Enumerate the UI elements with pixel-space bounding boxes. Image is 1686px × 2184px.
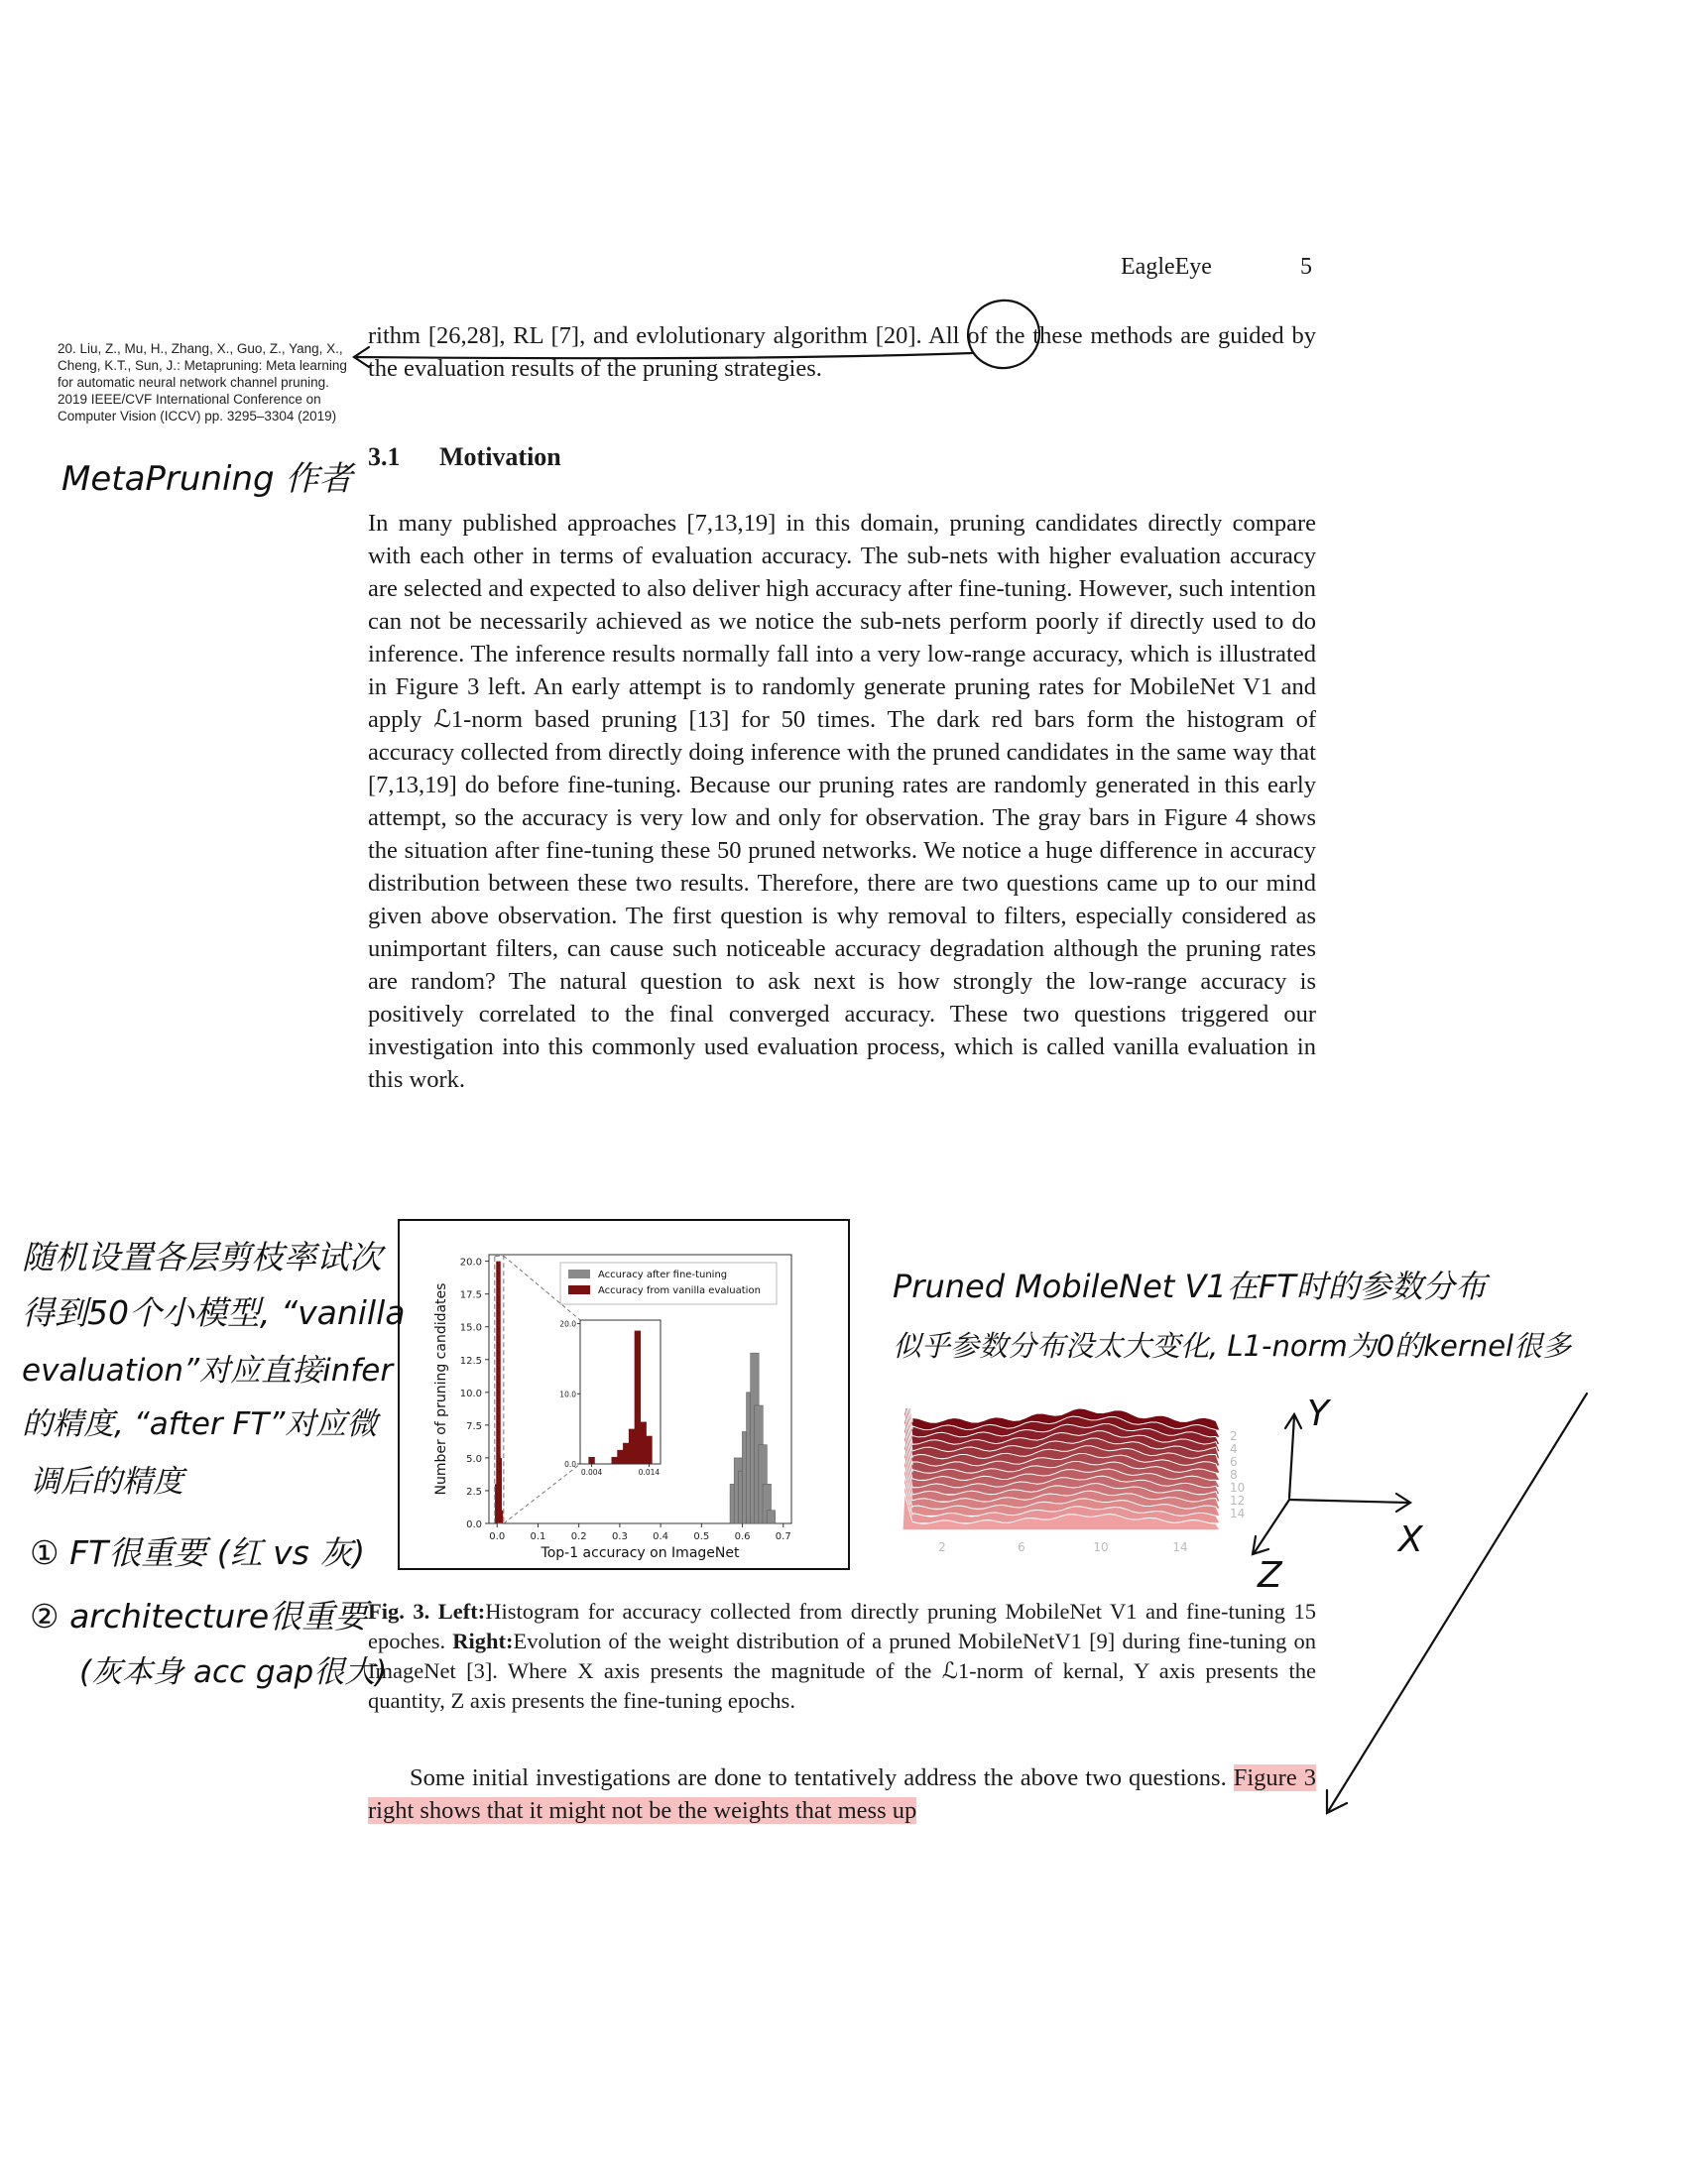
inset-y-tick-label: 20.0 (559, 1319, 576, 1329)
paragraph-top-text: rithm [26,28], RL [7], and evlolutionary algorithm [20]. All of the these methods are guided by the evaluation results of the pruning strategies. (368, 322, 1316, 382)
ridge-x-tick-label: 2 (938, 1540, 946, 1554)
handwritten-metapruning: MetaPruning 作者 (61, 459, 353, 499)
y-tick-label: 10.0 (459, 1388, 482, 1399)
z-tick-label: 12 (1230, 1494, 1245, 1508)
pen-axis-z (1255, 1500, 1289, 1552)
y-tick-label: 5.0 (466, 1453, 482, 1465)
handwritten-point-2b: (灰本身 acc gap很大) (79, 1654, 388, 1690)
y-tick-label: 2.5 (466, 1486, 482, 1498)
z-tick-label: 14 (1230, 1507, 1245, 1520)
inset-y-tick-label: 0.0 (564, 1460, 576, 1469)
margin-reference-note: 20. Liu, Z., Mu, H., Zhang, X., Guo, Z., Yang, X., Cheng, K.T., Sun, J.: Metapruning: Meta learning for automatic neural network channel pruning. 2019 IEEE/CVF International Conference on Computer Vision (ICCV) pp. 3295–3304 (2019) (58, 341, 347, 424)
inset-y-tick-label: 10.0 (559, 1390, 576, 1399)
y-tick-label: 12.5 (459, 1355, 482, 1367)
pen-circle-reference (963, 295, 1045, 373)
handwritten-note-left-5: 调后的精度 (30, 1464, 183, 1500)
paragraph-bottom-plain: Some initial investigations are done to tentatively address the above two questions. (410, 1764, 1234, 1791)
section-number: 3.1 (368, 442, 401, 471)
z-tick-label: 8 (1230, 1468, 1238, 1482)
caption-right-label: Right: (452, 1629, 514, 1653)
y-tick-label: 17.5 (459, 1289, 482, 1301)
pen-axis-y (1289, 1416, 1294, 1498)
handwritten-note-left-3: evaluation”对应直接infer (22, 1353, 394, 1389)
pen-axis-x (1289, 1500, 1408, 1503)
handwritten-axis-x: X (1398, 1519, 1423, 1560)
running-head: EagleEye (1121, 254, 1212, 280)
highlighted-text: Figure 3 right shows that it might not be the weights that mess up (368, 1764, 1316, 1824)
caption-left-label: Left: (437, 1599, 486, 1624)
x-tick-label: 0.2 (570, 1531, 587, 1542)
handwritten-axis-y: Y (1307, 1394, 1329, 1434)
caption-right-text: Evolution of the weight distribution of a pruned MobileNetV1 [9] during fine-tuning on ImageNet [3]. Where X axis presents the magnitude of the ℒ1-norm of kernal, Y axis presents the quantity, Z axis presents the fine-tuning epochs. (368, 1629, 1316, 1713)
handwritten-note-right-1: Pruned MobileNet V1在FT时的参数分布 (893, 1268, 1487, 1305)
y-tick-label: 0.0 (466, 1519, 482, 1530)
handwritten-point-2: ② architecture很重要 (30, 1597, 368, 1636)
caption-left-text: Histogram for accuracy collected from directly pruning MobileNet V1 and fine-tuning 15 epoches. (368, 1599, 1317, 1653)
z-tick-label: 6 (1230, 1455, 1238, 1469)
handwritten-point-1: ① FT很重要 (红 vs 灰) (30, 1533, 366, 1572)
y-tick-label: 15.0 (459, 1322, 482, 1334)
z-tick-label: 2 (1230, 1429, 1238, 1443)
inset-x-tick-label: 0.004 (580, 1468, 603, 1477)
x-tick-label: 0.6 (734, 1531, 751, 1542)
ridge-x-tick-label: 10 (1093, 1540, 1109, 1554)
pen-arrow-to-highlight (1329, 1394, 1587, 1810)
z-tick-label: 10 (1230, 1481, 1245, 1495)
x-tick-label: 0.1 (530, 1531, 546, 1542)
paragraph-motivation-text: In many published approaches [7,13,19] in this domain, pruning candidates directly compare with each other in terms of evaluation accuracy. The sub-nets with higher evaluation accuracy are selected and expected to also deliver high accuracy after fine-tuning. However, such intention can not be necessarily achieved as we notice the sub-nets perform poorly if directly used to do inference. The inference results normally fall into a very low-range accuracy, which is illustrated in Figure 3 left. An early attempt is to randomly generate pruning rates for MobileNet V1 and apply ℒ1-norm based pruning [13] for 50 times. The dark red bars form the histogram of accuracy collected from directly doing inference with the pruned candidates in the same way that [7,13,19] do before fine-tuning. Because our pruning rates are randomly generated in this early attempt, so the accuracy is very low and only for observation. The gray bars in Figure 4 shows the situation after fine-tuning these 50 pruned networks. We notice a huge difference in accuracy distribution between these two results. Therefore, there are two questions came up to our mind given above observation. The first question is why removal to filters, especially considered as unimportant filters, can cause such noticeable accuracy degradation although the pruning rates are random? The natural question to ask next is how strongly the low-range accuracy is positively correlated to the final converged accuracy. These two questions triggered our investigation into this commonly used evaluation process, which is called vanilla evaluation in this work. (368, 510, 1316, 1093)
x-tick-label: 0.5 (693, 1531, 710, 1542)
y-tick-label: 7.5 (466, 1420, 482, 1432)
legend-label: Accuracy after fine-tuning (598, 1270, 728, 1280)
handwritten-note-left-2: 得到50个小模型, “vanilla (22, 1293, 406, 1332)
handwritten-note-left-1: 随机设置各层剪枝率试次 (22, 1238, 382, 1276)
x-tick-label: 0.3 (611, 1531, 628, 1542)
inset-x-tick-label: 0.014 (638, 1468, 661, 1477)
section-title: Motivation (439, 442, 561, 471)
handwritten-axis-z: Z (1258, 1555, 1282, 1596)
x-tick-label: 0.7 (775, 1531, 791, 1542)
x-tick-label: 0.0 (489, 1531, 506, 1542)
x-tick-label: 0.4 (653, 1531, 669, 1542)
ridge-x-tick-label: 14 (1172, 1540, 1188, 1554)
x-axis-label: Top-1 accuracy on ImageNet (541, 1545, 740, 1561)
y-axis-label: Number of pruning candidates (433, 1282, 449, 1496)
caption-label: Fig. 3. (368, 1599, 430, 1624)
pen-arrow-to-reference (355, 353, 972, 358)
handwritten-note-left-4: 的精度, “after FT”对应微 (22, 1406, 378, 1442)
z-tick-label: 4 (1230, 1442, 1238, 1456)
handwritten-note-right-2: 似乎参数分布没太大变化, L1-norm为0的kernel很多 (893, 1329, 1572, 1363)
y-tick-label: 20.0 (459, 1257, 482, 1269)
ridge-x-tick-label: 6 (1018, 1540, 1025, 1554)
legend-label: Accuracy from vanilla evaluation (598, 1285, 761, 1296)
page-number: 5 (1300, 254, 1312, 280)
